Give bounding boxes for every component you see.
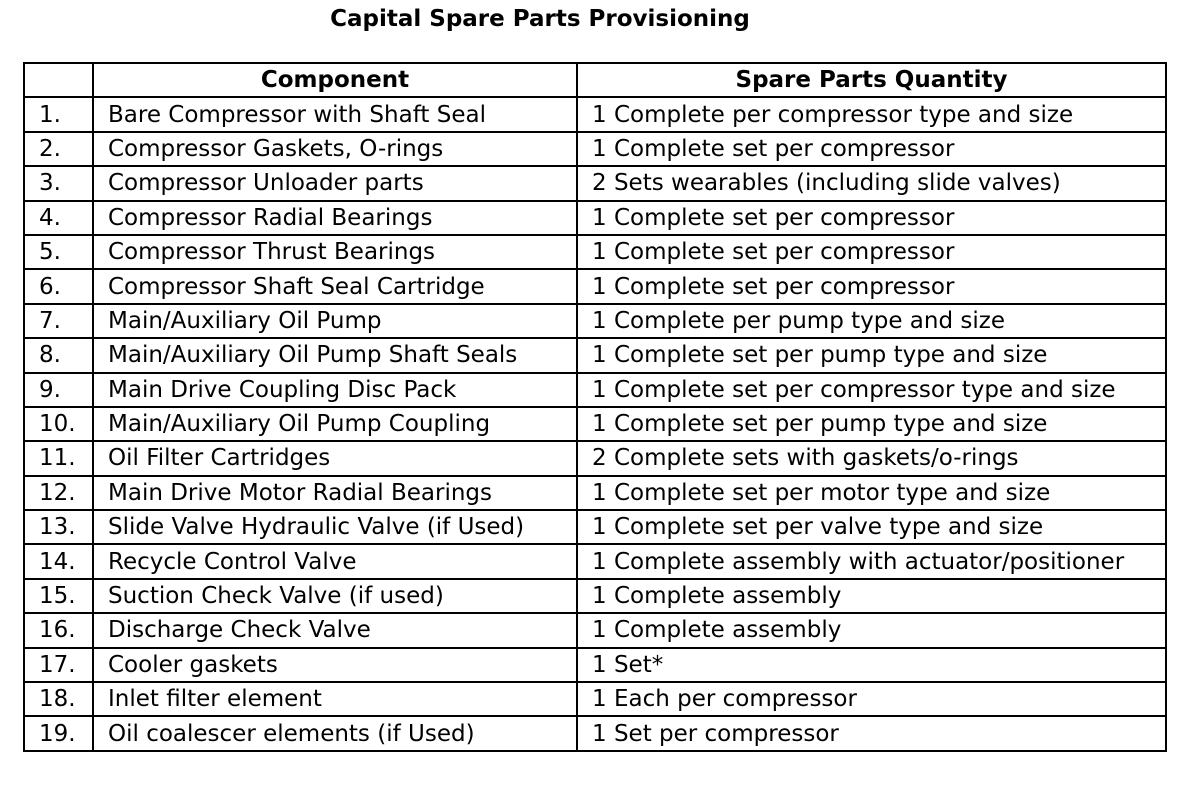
table-row — [24, 544, 1166, 578]
table-row — [24, 682, 1166, 716]
component-cell: Oil coalescer elements (if Used) — [93, 716, 577, 750]
component-cell: Bare Compressor with Shaft Seal — [93, 97, 577, 131]
row-number: 4. — [24, 201, 93, 235]
component-cell: Main Drive Coupling Disc Pack — [93, 373, 577, 407]
component-cell: Compressor Shaft Seal Cartridge — [93, 269, 577, 303]
component-cell: Cooler gaskets — [93, 648, 577, 682]
component-cell: Main/Auxiliary Oil Pump Shaft Seals — [93, 338, 577, 372]
table-row — [24, 132, 1166, 166]
spare-parts-table — [23, 62, 1167, 752]
quantity-cell: 1 Complete assembly with actuator/positioner — [577, 544, 1166, 578]
row-number: 12. — [24, 476, 93, 510]
table-row — [24, 407, 1166, 441]
row-number: 16. — [24, 613, 93, 647]
table-row — [24, 338, 1166, 372]
quantity-cell: 1 Complete set per valve type and size — [577, 510, 1166, 544]
table-header-row — [24, 63, 1166, 97]
quantity-cell: 1 Complete set per pump type and size — [577, 338, 1166, 372]
row-number: 7. — [24, 304, 93, 338]
quantity-cell: 1 Each per compressor — [577, 682, 1166, 716]
component-cell: Suction Check Valve (if used) — [93, 579, 577, 613]
table-row — [24, 510, 1166, 544]
quantity-cell: 1 Complete assembly — [577, 613, 1166, 647]
quantity-cell: 1 Complete assembly — [577, 579, 1166, 613]
table-row — [24, 166, 1166, 200]
component-cell: Main Drive Motor Radial Bearings — [93, 476, 577, 510]
row-number: 17. — [24, 648, 93, 682]
row-number: 15. — [24, 579, 93, 613]
component-cell: Oil Filter Cartridges — [93, 441, 577, 475]
component-cell: Slide Valve Hydraulic Valve (if Used) — [93, 510, 577, 544]
component-cell: Main/Auxiliary Oil Pump Coupling — [93, 407, 577, 441]
component-cell: Compressor Gaskets, O-rings — [93, 132, 577, 166]
table-row — [24, 648, 1166, 682]
table-row — [24, 373, 1166, 407]
table-row — [24, 716, 1166, 750]
row-number: 14. — [24, 544, 93, 578]
component-cell: Compressor Thrust Bearings — [93, 235, 577, 269]
quantity-cell: 1 Complete set per compressor — [577, 132, 1166, 166]
row-number: 11. — [24, 441, 93, 475]
header-quantity: Spare Parts Quantity — [577, 63, 1166, 97]
quantity-cell: 1 Set per compressor — [577, 716, 1166, 750]
quantity-cell: 1 Complete per pump type and size — [577, 304, 1166, 338]
row-number: 5. — [24, 235, 93, 269]
component-cell: Compressor Radial Bearings — [93, 201, 577, 235]
table-row — [24, 201, 1166, 235]
component-cell: Inlet filter element — [93, 682, 577, 716]
table-row — [24, 476, 1166, 510]
quantity-cell: 2 Sets wearables (including slide valves) — [577, 166, 1166, 200]
quantity-cell: 1 Complete set per motor type and size — [577, 476, 1166, 510]
component-cell: Main/Auxiliary Oil Pump — [93, 304, 577, 338]
row-number: 10. — [24, 407, 93, 441]
component-cell: Discharge Check Valve — [93, 613, 577, 647]
quantity-cell: 1 Complete set per compressor — [577, 201, 1166, 235]
row-number: 3. — [24, 166, 93, 200]
row-number: 9. — [24, 373, 93, 407]
table-row — [24, 97, 1166, 131]
quantity-cell: 1 Complete per compressor type and size — [577, 97, 1166, 131]
component-cell: Compressor Unloader parts — [93, 166, 577, 200]
table-row — [24, 579, 1166, 613]
row-number: 1. — [24, 97, 93, 131]
row-number: 8. — [24, 338, 93, 372]
row-number: 6. — [24, 269, 93, 303]
header-number — [24, 63, 93, 97]
row-number: 18. — [24, 682, 93, 716]
row-number: 13. — [24, 510, 93, 544]
quantity-cell: 1 Set* — [577, 648, 1166, 682]
table-row — [24, 304, 1166, 338]
quantity-cell: 1 Complete set per compressor — [577, 235, 1166, 269]
row-number: 19. — [24, 716, 93, 750]
quantity-cell: 1 Complete set per pump type and size — [577, 407, 1166, 441]
table-row — [24, 441, 1166, 475]
quantity-cell: 1 Complete set per compressor type and size — [577, 373, 1166, 407]
quantity-cell: 1 Complete set per compressor — [577, 269, 1166, 303]
header-component: Component — [93, 63, 577, 97]
quantity-cell: 2 Complete sets with gaskets/o-rings — [577, 441, 1166, 475]
page-title: Capital Spare Parts Provisioning — [330, 6, 750, 32]
table-row — [24, 269, 1166, 303]
table-row — [24, 235, 1166, 269]
table-row — [24, 613, 1166, 647]
component-cell: Recycle Control Valve — [93, 544, 577, 578]
row-number: 2. — [24, 132, 93, 166]
